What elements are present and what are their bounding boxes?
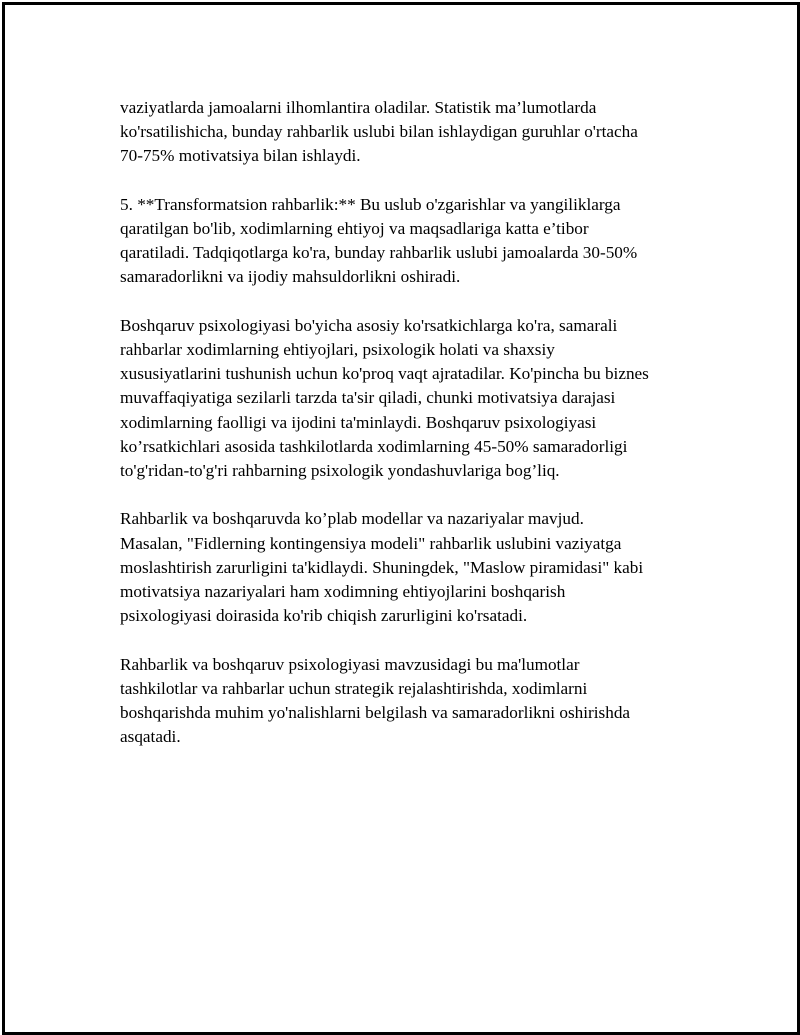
text-line: Boshqaruv psixologiyasi bo'yicha asosiy ko'rsatkichlarga ko'ra, samarali xyxy=(120,315,618,335)
text-line: samaradorlikni va ijodiy mahsuldorlikni oshiradi. xyxy=(120,267,461,287)
page-body xyxy=(120,96,700,749)
paragraph-spacer xyxy=(120,169,700,193)
paragraph-statistics-intro xyxy=(120,96,700,169)
text-line: rahbarlar xodimlarning ehtiyojlari, psixologik holati va shaxsiy xyxy=(120,340,555,359)
text-line: asqatadi. xyxy=(120,727,181,747)
text-line: ko’rsatkichlari asosida tashkilotlarda xodimlarning 45-50% samaradorligi xyxy=(120,436,628,456)
paragraph-transformational-leadership xyxy=(120,193,700,290)
text-line: Rahbarlik va boshqaruv psixologiyasi mavzusidagi bu ma'lumotlar xyxy=(120,654,580,674)
text-line: qaratiladi. Tadqiqotlarga ko'ra, bunday rahbarlik uslubi jamoalarda 30-50% xyxy=(120,243,638,263)
text-line: ko'rsatilishicha, bunday rahbarlik uslubi bilan ishlaydigan guruhlar o'rtacha xyxy=(120,122,638,142)
text-line: vaziyatlarda jamoalarni ilhomlantira oladilar. Statistik ma’lumotlarda xyxy=(120,98,597,117)
paragraph-conclusion xyxy=(120,653,700,750)
text-line: psixologiyasi doirasida ko'rib chiqish zarurligini ko'rsatadi. xyxy=(120,606,528,626)
text-line: tashkilotlar va rahbarlar uchun strategik rejalashtirishda, xodimlarni xyxy=(120,678,588,698)
paragraph-spacer xyxy=(120,483,700,507)
text-line: 5. **Transformatsion rahbarlik:** Bu uslub o'zgarishlar va yangiliklarga xyxy=(120,194,621,214)
paragraph-models-theories xyxy=(120,507,700,628)
text-line: Rahbarlik va boshqaruvda ko’plab modellar va nazariyalar mavjud. xyxy=(120,509,584,529)
page-frame xyxy=(2,2,800,1035)
text-line: qaratilgan bo'lib, xodimlarning ehtiyoj va maqsadlariga katta e’tibor xyxy=(120,219,589,238)
text-line: 70-75% motivatsiya bilan ishlaydi. xyxy=(120,146,361,166)
text-line: to'g'ridan-to'g'ri rahbarning psixologik yondashuvlariga bog’liq. xyxy=(120,461,560,481)
paragraph-spacer xyxy=(120,628,700,652)
text-line: muvaffaqiyatiga sezilarli tarzda ta'sir qiladi, chunki motivatsiya darajasi xyxy=(120,388,616,408)
text-line: moslashtirish zarurligini ta'kidlaydi. Shuningdek, "Maslow piramidasi" kabi xyxy=(120,557,644,577)
text-line: boshqarishda muhim yo'nalishlarni belgilash va samaradorlikni oshirishda xyxy=(120,703,631,723)
text-line: motivatsiya nazariyalari ham xodimning ehtiyojlarini boshqarish xyxy=(120,582,566,602)
text-line: xususiyatlarini tushunish uchun ko'proq vaqt ajratadilar. Ko'pincha bu biznes xyxy=(120,364,649,384)
paragraph-spacer xyxy=(120,290,700,314)
paragraph-management-psychology xyxy=(120,314,700,483)
text-line: xodimlarning faolligi va ijodini ta'minlaydi. Boshqaruv psixologiyasi xyxy=(120,412,597,432)
text-line: Masalan, "Fidlerning kontingensiya modeli" rahbarlik uslubini vaziyatga xyxy=(120,533,622,553)
